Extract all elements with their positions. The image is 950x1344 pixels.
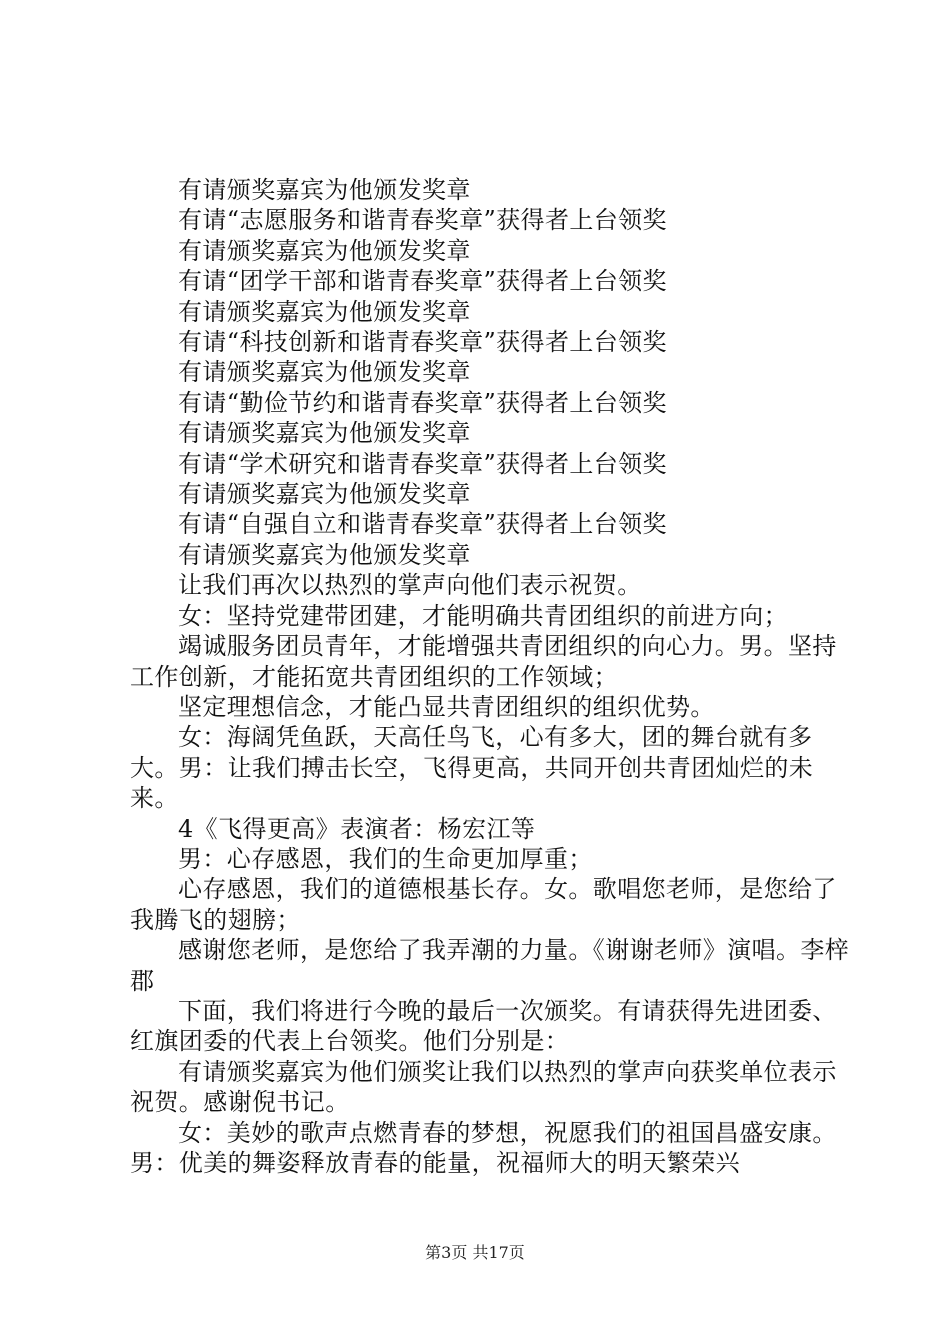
page-number-footer: 第3页 共17页 <box>425 1243 525 1262</box>
paragraph: 有请颁奖嘉宾为他颁发奖章 <box>178 358 471 387</box>
paragraph: 有请“学术研究和谐青春奖章”获得者上台领奖 <box>178 449 667 478</box>
paragraph: 感谢您老师，是您给了我弄潮的力量。《谢谢老师》演唱。李梓郡 <box>130 936 850 995</box>
paragraph: 有请“团学干部和谐青春奖章”获得者上台领奖 <box>178 267 667 296</box>
paragraph: 有请颁奖嘉宾为他颁发奖章 <box>178 480 471 509</box>
paragraph: 有请颁奖嘉宾为他们颁奖让我们以热烈的掌声向获奖单位表示祝贺。感谢倪书记。 <box>130 1057 837 1117</box>
paragraph: 4《飞得更高》表演者：杨宏江等 <box>178 814 536 843</box>
paragraph: 有请“勤俭节约和谐青春奖章”获得者上台领奖 <box>178 388 667 417</box>
paragraph: 男：心存感恩，我们的生命更加厚重； <box>178 844 593 873</box>
paragraph: 竭诚服务团员青年，才能增强共青团组织的向心力。男。坚持工作创新，才能拓宽共青团组织的工作领域； <box>130 632 837 691</box>
paragraph: 有请颁奖嘉宾为他颁发奖章 <box>178 540 471 569</box>
paragraph: 有请“科技创新和谐青春奖章”获得者上台领奖 <box>178 328 667 357</box>
paragraph: 女：海阔凭鱼跃，天高任鸟飞，心有多大，团的舞台就有多大。男：让我们搏击长空，飞得更高，共同开创共青团灿烂的未来。 <box>130 723 814 813</box>
paragraph: 有请颁奖嘉宾为他颁发奖章 <box>178 236 471 265</box>
paragraph: 女：美妙的歌声点燃青春的梦想，祝愿我们的祖国昌盛安康。男：优美的舞姿释放青春的能量，祝福师大的明天繁荣兴 <box>130 1118 837 1177</box>
paragraph: 女：坚持党建带团建，才能明确共青团组织的前进方向； <box>178 601 788 630</box>
paragraph: 有请“自强自立和谐青春奖章”获得者上台领奖 <box>178 510 667 539</box>
paragraph: 心存感恩，我们的道德根基长存。女。歌唱您老师，是您给了我腾飞的翅膀； <box>130 875 837 934</box>
paragraph: 下面，我们将进行今晚的最后一次颁奖。有请获得先进团委、红旗团委的代表上台领奖。他们分别是： <box>130 996 837 1056</box>
paragraph: 有请颁奖嘉宾为他颁发奖章 <box>178 176 471 204</box>
document-body <box>130 175 850 1178</box>
paragraph: 让我们再次以热烈的掌声向他们表示祝贺。 <box>178 571 642 600</box>
paragraph: 有请颁奖嘉宾为他颁发奖章 <box>178 297 471 326</box>
paragraph: 坚定理想信念，才能凸显共青团组织的组织优势。 <box>178 692 715 721</box>
paragraph: 有请“志愿服务和谐青春奖章”获得者上台领奖 <box>178 206 667 235</box>
paragraph: 有请颁奖嘉宾为他颁发奖章 <box>178 419 471 448</box>
